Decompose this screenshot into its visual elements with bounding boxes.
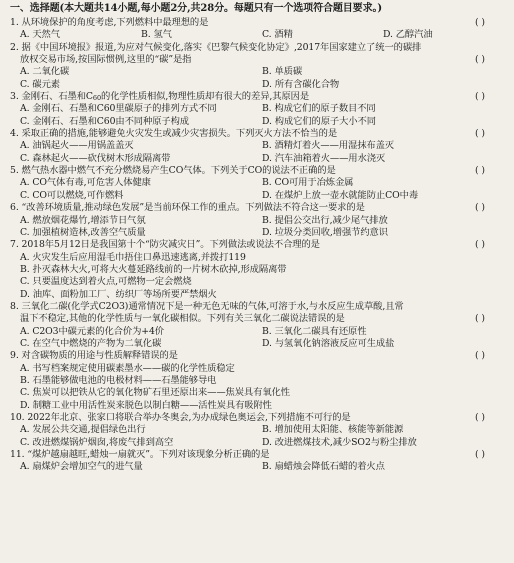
option-b: B. 酒精灯着火——用湿抹布盖灭 — [262, 140, 395, 152]
option-c: C. 改进燃煤锅炉烟囱,将废气排到高空 — [20, 436, 174, 448]
question-6 — [10, 202, 504, 239]
question-stem: 7. 2018年5月12日是我国第十个“防灾减灾日”。下列做法或说法不合理的是 — [10, 239, 320, 251]
question-stem: 11. “煤炉越扇越旺,蜡烛一扇就灭”。下列对该现象分析正确的是 — [10, 449, 270, 461]
option-a: A. CO气体有毒,可危害人体健康 — [20, 177, 151, 189]
option-c: C. 只要温度达到着火点,可燃物一定会燃烧 — [20, 276, 192, 288]
answer-blank[interactable]: ( ) — [475, 91, 485, 103]
option-a: A. 书写档案规定使用碳素墨水——碳的化学性质稳定 — [20, 362, 235, 374]
question-7 — [10, 239, 504, 301]
question-stem: 3. 金刚石、石墨和C60的化学性质相似,物理性质却有很大的差异,其原因是 — [10, 91, 310, 103]
option-b: B. 石墨能够做电池的电极材料——石墨能够导电 — [20, 374, 217, 386]
question-9 — [10, 350, 504, 412]
question-11 — [10, 449, 504, 474]
option-d: D. 汽车油箱着火——用水浇灭 — [262, 152, 386, 164]
question-stem: 10. 2022年北京、张家口将联合举办冬奥会,为办成绿色奥运会,下列措施不可行的是 — [10, 412, 351, 423]
option-b: B. 提倡公交出行,减少尾气排放 — [262, 214, 388, 226]
answer-blank[interactable]: ( ) — [475, 165, 485, 177]
option-a: A. 二氧化碳 — [20, 66, 70, 78]
question-2 — [10, 42, 504, 91]
question-stem: 4. 采取正确的措施,能够避免火灾发生或减少灾害损失。下列灭火方法不恰当的是 — [10, 128, 338, 140]
option-c: C. 在空气中燃烧的产物为二氧化碳 — [20, 337, 162, 349]
question-stem-continued: 温下不稳定,其他的化学性质与一氧化碳相似。下列有关三氧化二碳说法错误的是 — [20, 313, 345, 325]
answer-blank[interactable]: ( ) — [475, 449, 485, 461]
option-d: D. 在煤炉上放一壶水就能防止CO中毒 — [262, 189, 419, 201]
option-a: A. 发展公共交通,提倡绿色出行 — [20, 424, 146, 436]
option-c: C. 加强植树造林,改善空气质量 — [20, 226, 146, 238]
question-stem: 9. 对含碳物质的用途与性质解释错误的是 — [10, 350, 178, 362]
question-stem-continued: 放权交易市场,按国际惯例,这里的“碳”是指 — [20, 54, 192, 66]
question-8 — [10, 301, 504, 350]
question-3 — [10, 91, 504, 128]
answer-blank[interactable]: ( ) — [475, 128, 485, 140]
option-a: A. 燃放烟花爆竹,增添节日气氛 — [20, 214, 146, 226]
question-stem: 2. 据《中国环境报》报道,为应对气候变化,落实《巴黎气候变化协定》,2017年国家建立了统一的碳排 — [10, 41, 422, 53]
answer-blank[interactable]: ( ) — [475, 313, 485, 325]
option-d: D. 垃圾分类回收,增强节约意识 — [262, 226, 388, 238]
answer-blank[interactable]: ( ) — [475, 350, 485, 362]
option-d: D. 制糖工业中用活性炭来脱色以制白糖——活性炭具有吸附性 — [20, 399, 272, 411]
option-d: D. 改进燃煤技术,减少SO2与粉尘排放 — [262, 436, 417, 448]
option-d: D. 构成它们的原子大小不同 — [262, 115, 376, 127]
option-a: A. 扇煤炉会增加空气的进气量 — [20, 461, 143, 473]
question-4 — [10, 128, 504, 165]
option-a: A. 金刚石、石墨和C60里碳原子的排列方式不同 — [20, 103, 217, 115]
answer-blank[interactable]: ( ) — [475, 17, 485, 28]
option-b: B. 构成它们的原子数目不同 — [262, 103, 376, 115]
option-b: B. 三氧化二碳具有还原性 — [262, 325, 367, 337]
option-d: D. 油库、面粉加工厂、纺织厂等场所要严禁烟火 — [20, 288, 217, 300]
option-d: D. 所有含碳化合物 — [262, 78, 340, 90]
answer-blank[interactable]: ( ) — [475, 412, 485, 423]
option-c: C. 酒精 — [262, 29, 293, 41]
question-1 — [10, 17, 504, 42]
option-a: A. 油锅起火——用锅盖盖灭 — [20, 140, 134, 152]
option-a: A. C2O3中碳元素的化合价为+4价 — [20, 325, 164, 337]
option-b: B. CO可用于冶炼金属 — [262, 177, 354, 189]
option-b: B. 扇蜡烛会降低石蜡的着火点 — [262, 461, 385, 473]
question-5 — [10, 165, 504, 202]
question-stem: 5. 燃气热水器中燃气不充分燃烧易产生CO气体。下列关于CO的说法不正确的是 — [10, 165, 336, 177]
option-d: D. 与氢氧化钠溶液反应可生成盐 — [262, 337, 395, 349]
option-c: C. 森林起火——砍伐树木形成隔离带 — [20, 152, 171, 164]
option-c: C. CO可以燃烧,可作燃料 — [20, 189, 124, 201]
question-stem: 6. “改善环境质量,推动绿色发展”是当前环保工作的重点。下列做法不符合这一要求的是 — [10, 202, 365, 214]
option-b: B. 增加使用太阳能、核能等新能源 — [262, 424, 404, 436]
option-b: B. 扑灭森林大火,可将大火蔓延路线前的一片树木砍掉,形成隔离带 — [20, 263, 287, 275]
option-b: B. 单质碳 — [262, 66, 303, 78]
option-d: D. 乙醇汽油 — [383, 29, 433, 41]
question-10 — [10, 412, 504, 449]
answer-blank[interactable]: ( ) — [475, 239, 485, 251]
option-c: C. 金刚石、石墨和C60由不同种原子构成 — [20, 115, 189, 127]
option-c: C. 碳元素 — [20, 78, 60, 90]
option-c: C. 焦炭可以把铁从它的氧化物矿石里还原出来——焦炭具有氧化性 — [20, 387, 290, 399]
section-title: 一、选择题(本大题共14小题,每小题2分,共28分。每题只有一个选项符合题目要求。) — [10, 3, 383, 14]
answer-blank[interactable]: ( ) — [475, 54, 485, 66]
option-a: A. 天然气 — [20, 29, 60, 41]
question-stem: 1. 从环境保护的角度考虑,下列燃料中最理想的是 — [10, 17, 209, 28]
answer-blank[interactable]: ( ) — [475, 202, 485, 214]
option-a: A. 火灾发生后应用湿毛巾捂住口鼻迅速逃离,并拨打119 — [20, 251, 246, 263]
question-stem: 8. 三氧化二碳(化学式C2O3)通常情况下是一种无色无味的气体,可溶于水,与水反应生成草酸,且常 — [10, 300, 404, 312]
option-b: B. 氢气 — [141, 29, 172, 41]
